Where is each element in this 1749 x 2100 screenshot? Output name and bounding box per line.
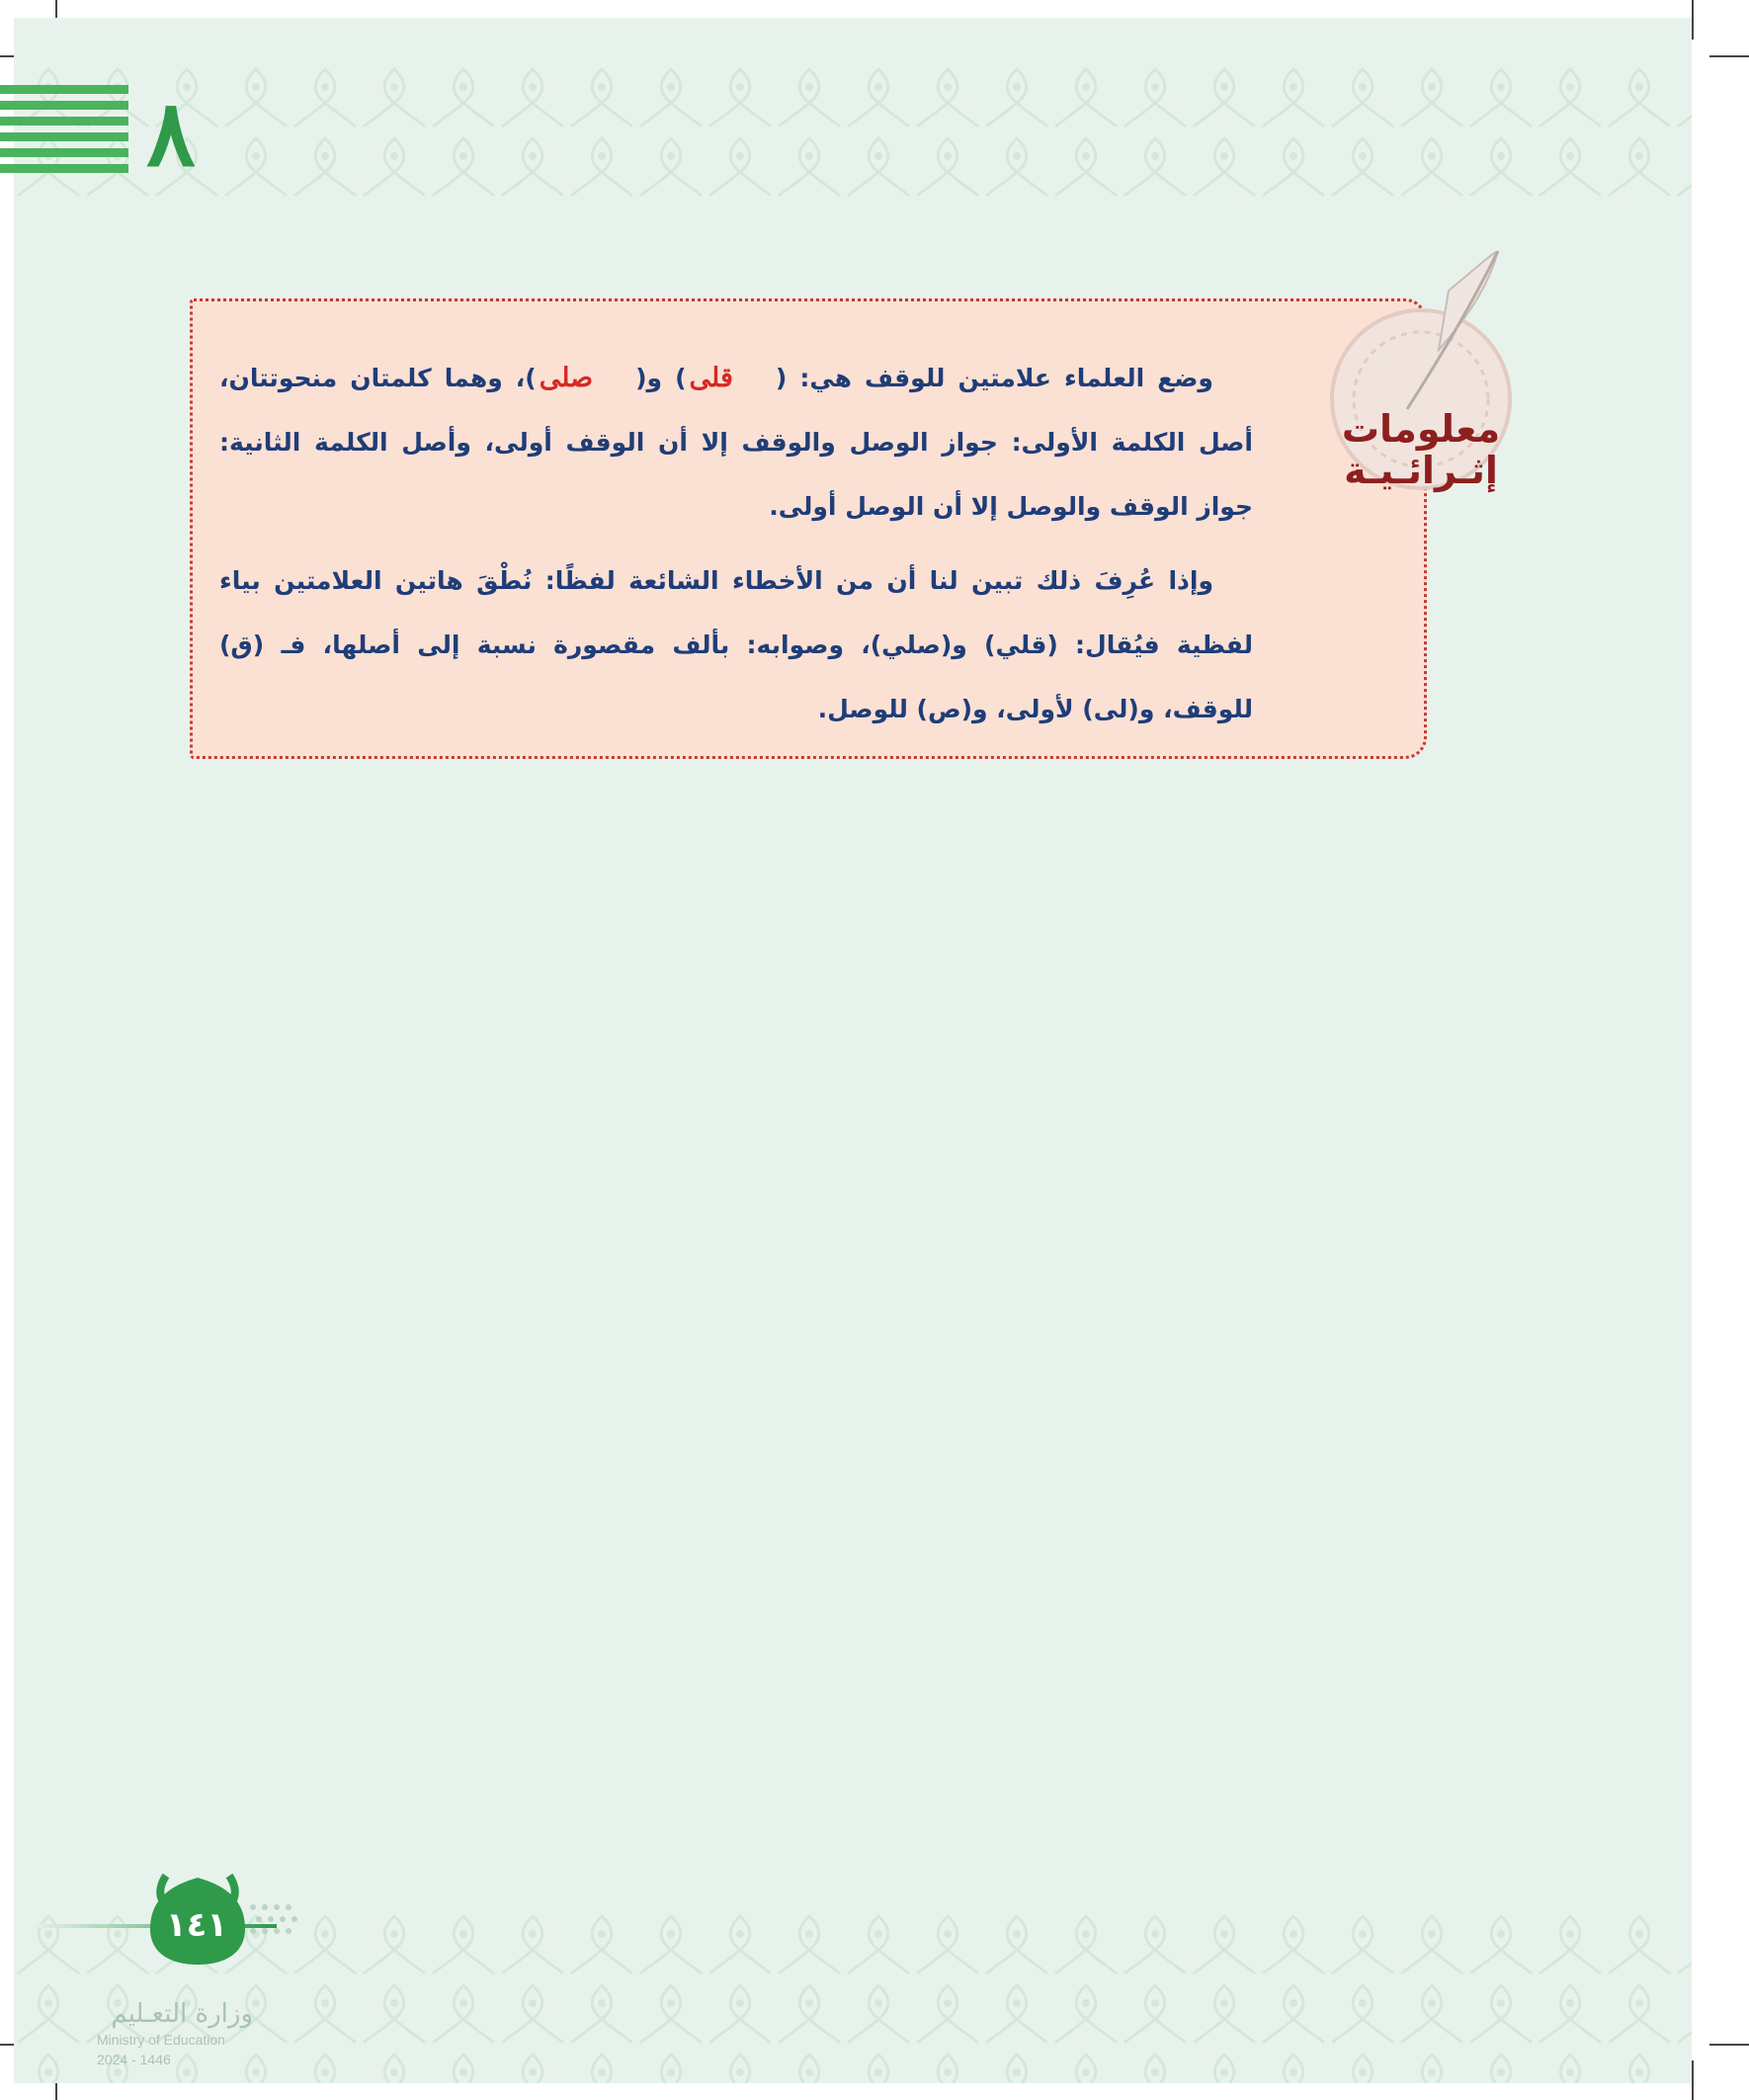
waqf-symbol-sly: صلى (539, 363, 594, 393)
waqf-symbol-qly: قلى (689, 363, 733, 393)
paragraph-text: )، وهما كلمتان منحوتتان، أصل الكلمة الأولى: جواز الوصل والوقف إلا أن الوقف أولى، وأصل الكلمة الثانية: جواز الوقف والوصل إلا أن الوصل أولى. (219, 364, 1253, 521)
chapter-stripes-decoration (0, 79, 128, 188)
edition-year: 2024 - 1446 (97, 2052, 171, 2067)
page-number: ١٤١ (165, 1905, 228, 1945)
enrichment-badge-title: معلومات (1341, 407, 1501, 451)
enrichment-paragraph-2: وإذا عُرِفَ ذلك تبين لنا أن من الأخطاء الشائعة لفظًا: نُطْقَ هاتين العلامتين بياء لفظية فيُقال: (قلي) و(صلي)، وصوابه: بألف مقصورة نسبة إلى أصلها، فـ (ق) للوقف، و(لى) لأولى، و(ص) للوصل. (219, 566, 1253, 723)
decorative-pattern-top (14, 63, 1692, 202)
crop-mark (1692, 2060, 1694, 2100)
ministry-logo-arabic: وزارة التعـليم (111, 1999, 253, 2029)
enrichment-text (219, 346, 1253, 751)
crop-mark (1709, 55, 1749, 57)
enrichment-paragraph-1 (219, 346, 1253, 539)
dots-decoration (243, 1897, 322, 1947)
paragraph-text: ) و( (635, 364, 687, 392)
chapter-number: ٨ (146, 80, 196, 187)
crop-mark (1709, 2044, 1749, 2046)
paragraph-text: وضع العلماء علامتين للوقف هي: ( (775, 364, 1213, 392)
crop-mark (1692, 0, 1694, 40)
ministry-logo-english: Ministry of Education (97, 2032, 225, 2048)
enrichment-badge-emblem (1300, 251, 1541, 544)
enrichment-badge-subtitle: إثـرائـيـة (1344, 449, 1498, 492)
